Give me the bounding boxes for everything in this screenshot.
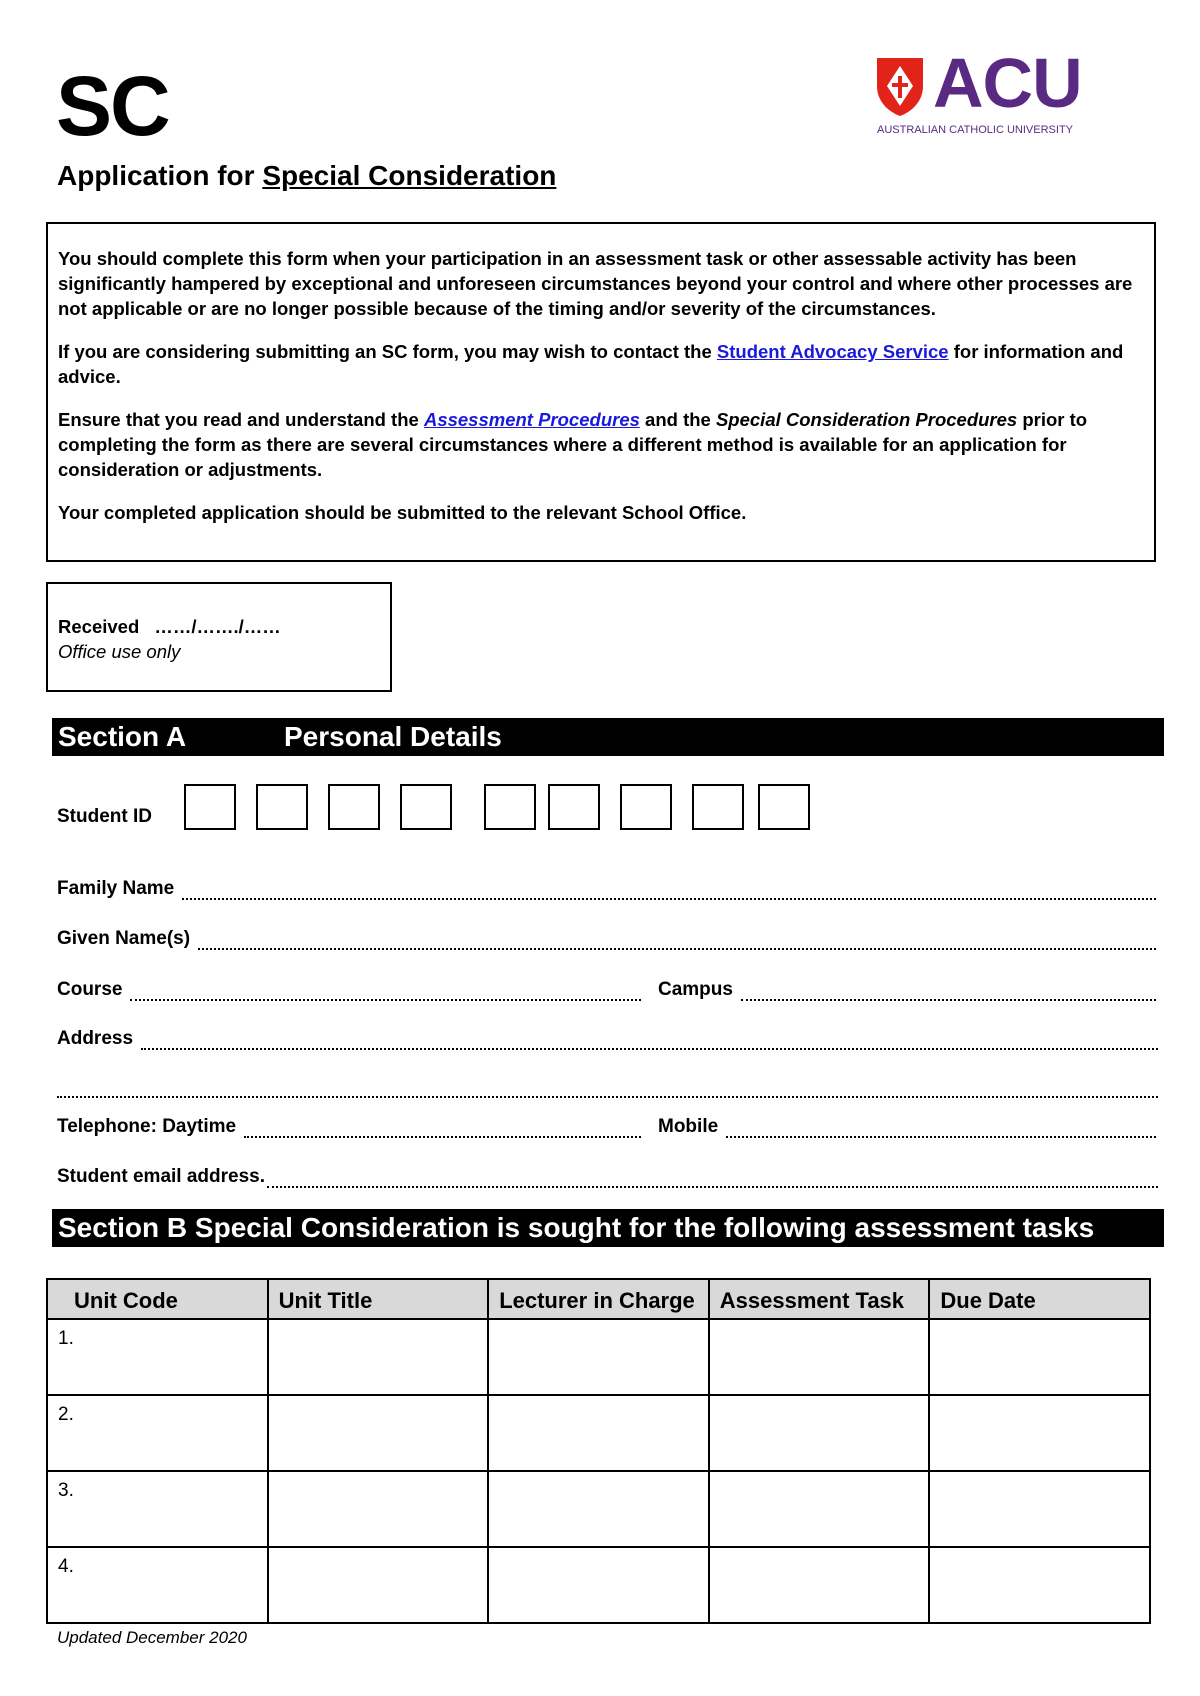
mobile-field[interactable]	[658, 1112, 1156, 1138]
student-id-digit-box[interactable]	[400, 784, 452, 830]
student-advocacy-link[interactable]: Student Advocacy Service	[716, 341, 949, 362]
table-cell[interactable]	[268, 1547, 489, 1623]
table-cell[interactable]	[929, 1547, 1150, 1623]
email-label: Student email address.	[57, 1166, 266, 1187]
section-a-heading: Personal Details	[284, 721, 502, 752]
row-number-cell[interactable]: 4.	[47, 1547, 268, 1623]
student-id-label: Student ID	[57, 806, 152, 827]
title-prefix: Application for	[57, 160, 255, 191]
assessment-tasks-table	[46, 1278, 1151, 1624]
intro-paragraph-2	[58, 339, 1144, 389]
table-cell[interactable]	[268, 1471, 489, 1547]
intro-p2-text-end: for information and advice.	[58, 341, 1124, 387]
telephone-field[interactable]	[57, 1112, 641, 1138]
table-cell[interactable]	[268, 1319, 489, 1395]
table-cell[interactable]	[488, 1395, 709, 1471]
student-id-digit-box[interactable]	[184, 784, 236, 830]
campus-label: Campus	[658, 979, 733, 1000]
intro-p3-text: Ensure that you read and understand the	[58, 409, 419, 430]
email-field[interactable]	[57, 1162, 1158, 1188]
section-a-label: Section A	[58, 721, 187, 752]
received-date[interactable]: ……/……./……	[154, 616, 281, 637]
intro-paragraph-3	[58, 407, 1144, 482]
student-id-digit-box[interactable]	[620, 784, 672, 830]
intro-paragraph-4: Your completed application should be submitted to the relevant School Office.	[58, 502, 747, 523]
telephone-label: Telephone: Daytime	[57, 1116, 237, 1137]
table-row	[47, 1395, 1150, 1471]
course-field[interactable]	[57, 975, 641, 1001]
course-label: Course	[57, 979, 123, 1000]
column-header: Unit Code	[47, 1279, 268, 1319]
student-id-digit-box[interactable]	[484, 784, 536, 830]
table-cell[interactable]	[929, 1471, 1150, 1547]
intro-paragraph-1: You should complete this form when your participation in an assessment task or other assessable activity has been significantly hampered by exceptional and unforeseen circumstances beyond your control and where other processes are not applicable or are no longer possible because of the timing and/or severity of the circumstances.	[58, 248, 1133, 319]
student-id-digit-box[interactable]	[328, 784, 380, 830]
address-label: Address	[57, 1028, 134, 1049]
student-id-digit-box[interactable]	[256, 784, 308, 830]
student-id-digit-box[interactable]	[548, 784, 600, 830]
table-row	[47, 1471, 1150, 1547]
table-cell[interactable]	[709, 1471, 930, 1547]
column-header: Lecturer in Charge	[488, 1279, 709, 1319]
intro-p3-italic: Special Consideration Procedures	[715, 409, 1018, 430]
table-header-row	[47, 1279, 1150, 1319]
instructions-box	[46, 222, 1156, 562]
address-input-line-2[interactable]	[57, 1078, 1158, 1098]
acu-logo	[875, 44, 1095, 136]
intro-p2-text: If you are considering submitting an SC form, you may wish to contact the	[58, 341, 712, 362]
table-cell[interactable]	[929, 1319, 1150, 1395]
campus-input-line[interactable]	[741, 981, 1156, 1001]
row-number-cell[interactable]: 2.	[47, 1395, 268, 1471]
mobile-label: Mobile	[658, 1116, 719, 1137]
table-cell[interactable]	[268, 1395, 489, 1471]
section-b-heading: Section B Special Consideration is sought for the following assessment tasks	[58, 1212, 1095, 1243]
table-cell[interactable]	[709, 1547, 930, 1623]
section-b-header	[52, 1209, 1164, 1247]
shield-icon	[875, 56, 925, 118]
table-cell[interactable]	[488, 1471, 709, 1547]
column-header: Assessment Task	[709, 1279, 930, 1319]
student-id-digit-box[interactable]	[692, 784, 744, 830]
column-header: Due Date	[929, 1279, 1150, 1319]
row-number-cell[interactable]: 1.	[47, 1319, 268, 1395]
table-row	[47, 1547, 1150, 1623]
table-cell[interactable]	[488, 1547, 709, 1623]
table-cell[interactable]	[709, 1395, 930, 1471]
given-names-input-line[interactable]	[198, 930, 1156, 950]
email-input-line[interactable]	[267, 1168, 1158, 1188]
mobile-input-line[interactable]	[726, 1118, 1156, 1138]
assessment-procedures-link[interactable]: Assessment Procedures	[423, 409, 640, 430]
given-names-field[interactable]	[57, 924, 1156, 950]
intro-p3-text-end: prior to completing the form as there are several circumstances where a different method is available for an application for consideration or adjustments.	[58, 409, 1088, 480]
family-name-input-line[interactable]	[182, 880, 1156, 900]
family-name-label: Family Name	[57, 878, 175, 899]
table-cell[interactable]	[709, 1319, 930, 1395]
table-cell[interactable]	[488, 1319, 709, 1395]
column-header: Unit Title	[268, 1279, 489, 1319]
intro-p3-text-mid: and the	[645, 409, 711, 430]
section-a-header	[52, 718, 1164, 756]
campus-field[interactable]	[658, 975, 1156, 1001]
logo-subtitle: AUSTRALIAN CATHOLIC UNIVERSITY	[877, 124, 1073, 136]
given-names-label: Given Name(s)	[57, 928, 191, 949]
title-underlined: Special Consideration	[262, 160, 557, 191]
address-input-line[interactable]	[141, 1030, 1158, 1050]
form-code: SC	[56, 59, 169, 153]
received-label: Received	[58, 616, 140, 637]
row-number-cell[interactable]: 3.	[47, 1471, 268, 1547]
updated-note: Updated December 2020	[57, 1628, 247, 1647]
office-use-note: Office use only	[58, 641, 181, 662]
received-line	[58, 614, 380, 639]
telephone-input-line[interactable]	[244, 1118, 641, 1138]
family-name-field[interactable]	[57, 874, 1156, 900]
address-line-2[interactable]	[57, 1072, 1158, 1098]
student-id-digit-box[interactable]	[758, 784, 810, 830]
table-row	[47, 1319, 1150, 1395]
logo-wordmark: ACU	[933, 44, 1082, 122]
page-title	[57, 160, 556, 192]
table-cell[interactable]	[929, 1395, 1150, 1471]
address-field[interactable]	[57, 1024, 1158, 1050]
received-box	[46, 582, 392, 692]
course-input-line[interactable]	[130, 981, 641, 1001]
